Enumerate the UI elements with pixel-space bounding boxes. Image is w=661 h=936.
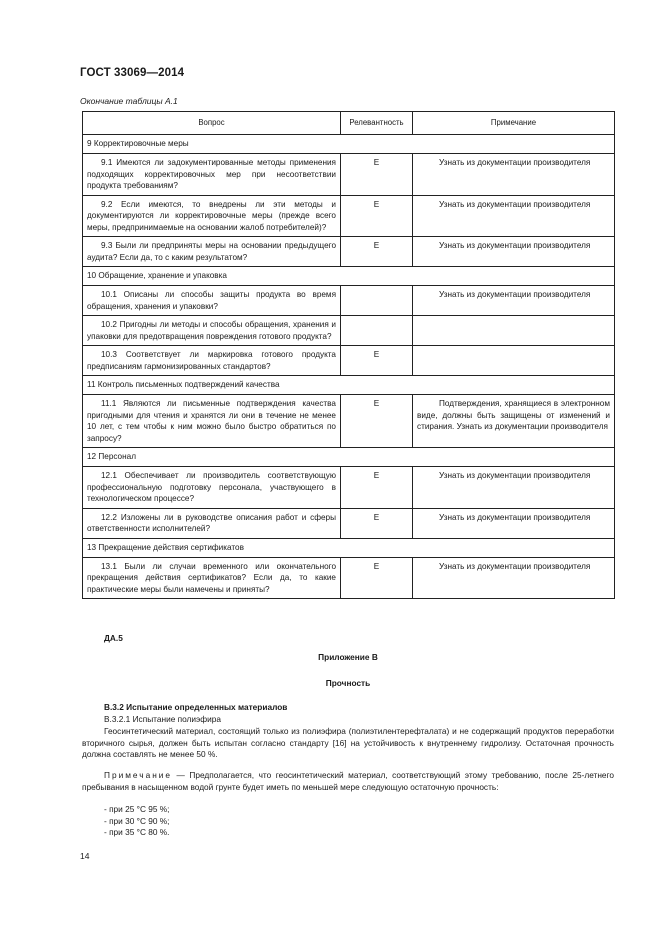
question-cell: 12.2 Изложены ли в руководстве описания работ и сферы ответственности исполнителей? [83,508,341,538]
question-cell: 11.1 Являются ли письменные подтверждения качества пригодными для чтения и хранятся ли они в течение не менее 10 лет, с тем чтобы к ним можно было быстро обратиться по запросу? [83,395,341,448]
table-row [83,395,615,448]
table-row [83,286,615,316]
note-cell: Узнать из документации производителя [413,467,615,509]
note-cell: Узнать из документации производителя [413,195,615,237]
table-section-row [83,448,615,467]
relevance-cell: E [341,346,413,376]
note-text: — Предполагается, что геосинтетический материал, соответствующий этому требованию, после 25-летнего пребывания в насыщенном водой грунте будет иметь по меньшей мере следующую остаточную прочность: [82,770,614,792]
question-cell: 9.1 Имеются ли задокументированные методы применения подходящих корректировочных мер при несоответствии продукта требованиям? [83,154,341,196]
relevance-cell [341,316,413,346]
note-cell [413,316,615,346]
note-cell: Узнать из документации производителя [413,508,615,538]
section-title-cell: 11 Контроль письменных подтверждений качества [83,376,615,395]
relevance-cell [341,286,413,316]
column-header-question: Вопрос [83,112,341,135]
question-cell: 10.2 Пригодны ли методы и способы обращения, хранения и упаковки для предотвращения повреждения готового продукта? [83,316,341,346]
section-title-cell: 13 Прекращение действия сертификатов [83,538,615,557]
document-title: ГОСТ 33069—2014 [80,67,185,79]
table-row [83,195,615,237]
relevance-cell: E [341,237,413,267]
table-row [83,467,615,509]
table-row [83,508,615,538]
appendix-title: Приложение В [318,652,378,662]
subsection-heading: В.3.2.1 Испытание полиэфира [104,714,221,724]
list-item: - при 35 °С 80 %. [104,827,170,838]
table-row [83,557,615,599]
question-cell: 10.1 Описаны ли способы защиты продукта во время обращения, хранения и упаковки? [83,286,341,316]
question-cell: 10.3 Соответствует ли маркировка готового продукта предписаниям гармонизированных стандартов? [83,346,341,376]
note-paragraph [82,770,614,793]
relevance-cell: E [341,508,413,538]
table-row [83,316,615,346]
note-cell: Узнать из документации производителя [413,154,615,196]
section-title-cell: 10 Обращение, хранение и упаковка [83,267,615,286]
relevance-cell: E [341,154,413,196]
list-item: - при 25 °С 95 %; [104,804,170,814]
relevance-cell: E [341,195,413,237]
table-body [83,135,615,599]
body-paragraph: Геосинтетический материал, состоящий только из полиэфира (полиэтилентерефталата) и не содержащий продуктов переработки вторичного сырья, должен быть испытан согласно стандарту [16] на устойчивость к внутреннему гидролизу. Остаточная прочность должна составлять не менее 50 %. [82,726,614,760]
relevance-cell: E [341,557,413,599]
table-caption: Окончание таблицы А.1 [80,96,178,106]
appendix-subtitle: Прочность [325,678,371,688]
table-section-row [83,538,615,557]
table-row [83,154,615,196]
note-cell: Подтверждения, хранящиеся в электронном виде, должны быть защищены от изменений и стирания. Узнать из документации производителя [413,395,615,448]
question-cell: 9.3 Были ли предприняты меры на основании предыдущего аудита? Если да, то с каким результатом? [83,237,341,267]
question-cell: 12.1 Обеспечивает ли производитель соответствующую профессиональную подготовку персонала, участвующего в технологическом процессе? [83,467,341,509]
column-header-relevance: Релевантность [341,112,413,135]
question-cell: 13.1 Были ли случаи временного или окончательного прекращения действия сертификатов? Если да, то какие практические меры были намечены и приняты? [83,557,341,599]
page-number: 14 [80,851,90,861]
table-section-row [83,267,615,286]
list-item: - при 30 °С 90 %; [104,815,170,826]
audit-table [82,111,615,599]
section-title-cell: 9 Корректировочные меры [83,135,615,154]
section-label: ДА.5 [104,633,123,643]
note-cell: Узнать из документации производителя [413,557,615,599]
table-row [83,346,615,376]
column-header-note: Примечание [413,112,615,135]
strength-list [104,804,636,839]
note-cell: Узнать из документации производителя [413,286,615,316]
section-title-cell: 12 Персонал [83,448,615,467]
section-heading: В.3.2 Испытание определенных материалов [104,702,288,712]
relevance-cell: E [341,467,413,509]
table-row [83,237,615,267]
question-cell: 9.2 Если имеются, то внедрены ли эти методы и документируются ли корректировочные меры (прежде всего меры, предпринимаемые на основании жалоб потребителей)? [83,195,341,237]
note-label: Примечание [104,770,173,780]
note-cell: Узнать из документации производителя [413,237,615,267]
table-section-row [83,376,615,395]
table-header-row [83,112,615,135]
relevance-cell: E [341,395,413,448]
table-section-row [83,135,615,154]
note-cell [413,346,615,376]
